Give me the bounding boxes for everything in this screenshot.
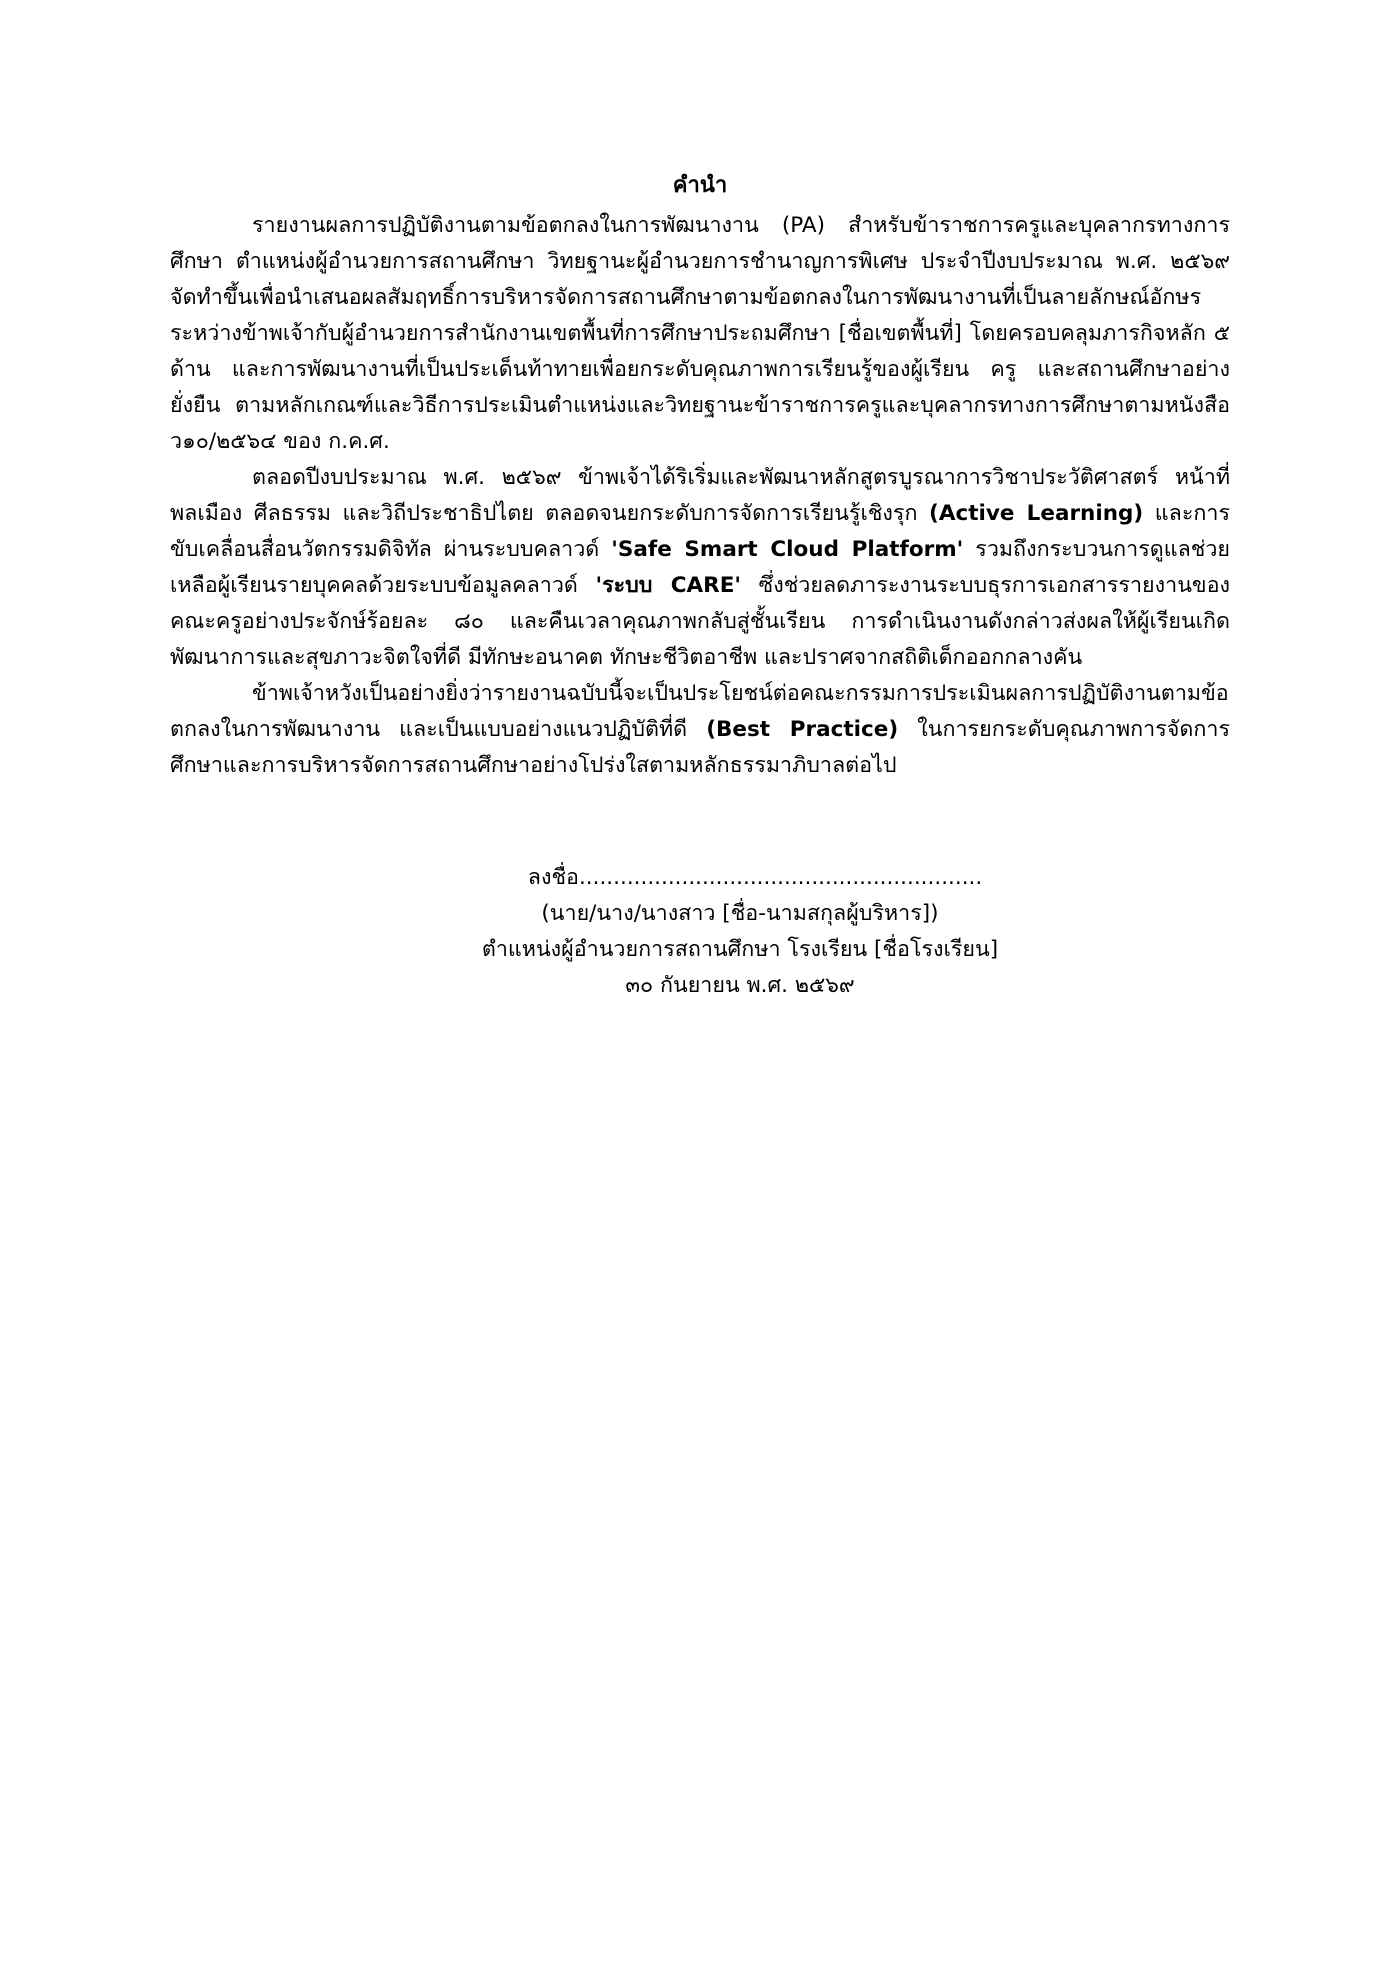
paragraph-closing	[170, 676, 1230, 784]
platform-name: 'Safe Smart Cloud Platform'	[611, 537, 964, 562]
document-title: คำนำ	[672, 173, 728, 198]
paragraph-achievements-text-3: รวมถึงกระบวนการดูแลช่วยเหลือผู้เรียนรายบุคคลด้วยระบบข้อมูลคลาวด์	[170, 537, 1231, 598]
document-body	[170, 170, 1230, 784]
signature-date: ๓๐ กันยายน พ.ศ. ๒๕๖๙	[625, 973, 855, 998]
paragraph-achievements-text-1: ตลอดปีงบประมาณ พ.ศ. ๒๕๖๙ ข้าพเจ้าได้ริเริ่มและพัฒนาหลักสูตรบูรณาการวิชาประวัติศาสตร์ หน้าที่พลเมือง ศีลธรรม และวิถีประชาธิปไตย ตลอดจนยกระดับการจัดการเรียนรู้เชิงรุก	[170, 465, 1230, 526]
signer-name: (นาย/นาง/นางสาว [ชื่อ-นามสกุลผู้บริหาร])	[541, 901, 939, 926]
paragraph-achievements-text-2: และการขับเคลื่อนสื่อนวัตกรรมดิจิทัล ผ่านระบบคลาวด์	[170, 501, 1231, 562]
paragraph-closing-text-2: ในการยกระดับคุณภาพการจัดการศึกษาและการบริหารจัดการสถานศึกษาอย่างโปร่งใสตามหลักธรรมาภิบาลต่อไป	[170, 717, 1230, 778]
paragraph-closing-text-1: ข้าพเจ้าหวังเป็นอย่างยิ่งว่ารายงานฉบับนี้จะเป็นประโยชน์ต่อคณะกรรมการประเมินผลการปฏิบัติงานตามข้อตกลงในการพัฒนางาน และเป็นแบบอย่างแนวปฏิบัติที่ดี	[170, 681, 1229, 742]
active-learning-term: (Active Learning)	[929, 501, 1144, 526]
signature-line: ลงชื่อ...........................................................	[527, 865, 983, 890]
paragraph-introduction: รายงานผลการปฏิบัติงานตามข้อตกลงในการพัฒนางาน (PA) สำหรับข้าราชการครูและบุคลากรทางการศึกษา ตำแหน่งผู้อำนวยการสถานศึกษา วิทยฐานะผู้อำนวยการชำนาญการพิเศษ ประจำปีงบประมาณ พ.ศ. ๒๕๖๙ จัดทำขึ้นเพื่อนำเสนอผลสัมฤทธิ์การบริหารจัดการสถานศึกษาตามข้อตกลงในการพัฒนางานที่เป็นลายลักษณ์อักษร ระหว่างข้าพเจ้ากับผู้อำนวยการสำนักงานเขตพื้นที่การศึกษาประถมศึกษา [ชื่อเขตพื้นที่] โดยครอบคลุมภารกิจหลัก ๕ ด้าน และการพัฒนางานที่เป็นประเด็นท้าทายเพื่อยกระดับคุณภาพการเรียนรู้ของผู้เรียน ครู และสถานศึกษาอย่างยั่งยืน ตามหลักเกณฑ์และวิธีการประเมินตำแหน่งและวิทยฐานะข้าราชการครูและบุคลากรทางการศึกษาตามหนังสือ ว๑๐/๒๕๖๔ ของ ก.ค.ศ.	[170, 213, 1230, 454]
best-practice-term: (Best Practice)	[706, 717, 899, 742]
signer-position: ตำแหน่งผู้อำนวยการสถานศึกษา โรงเรียน [ชื่อโรงเรียน]	[481, 937, 999, 962]
paragraph-achievements-text-4: ซึ่งช่วยลดภาระงานระบบธุรการเอกสารรายงานของคณะครูอย่างประจักษ์ร้อยละ ๘๐ และคืนเวลาคุณภาพกลับสู่ชั้นเรียน การดำเนินงานดังกล่าวส่งผลให้ผู้เรียนเกิดพัฒนาการและสุขภาวะจิตใจที่ดี มีทักษะอนาคต ทักษะชีวิตอาชีพ และปราศจากสถิติเด็กออกกลางคัน	[170, 573, 1231, 670]
paragraph-achievements	[170, 460, 1230, 676]
signature-block	[370, 860, 1110, 1004]
care-system-name: 'ระบบ CARE'	[595, 573, 741, 598]
